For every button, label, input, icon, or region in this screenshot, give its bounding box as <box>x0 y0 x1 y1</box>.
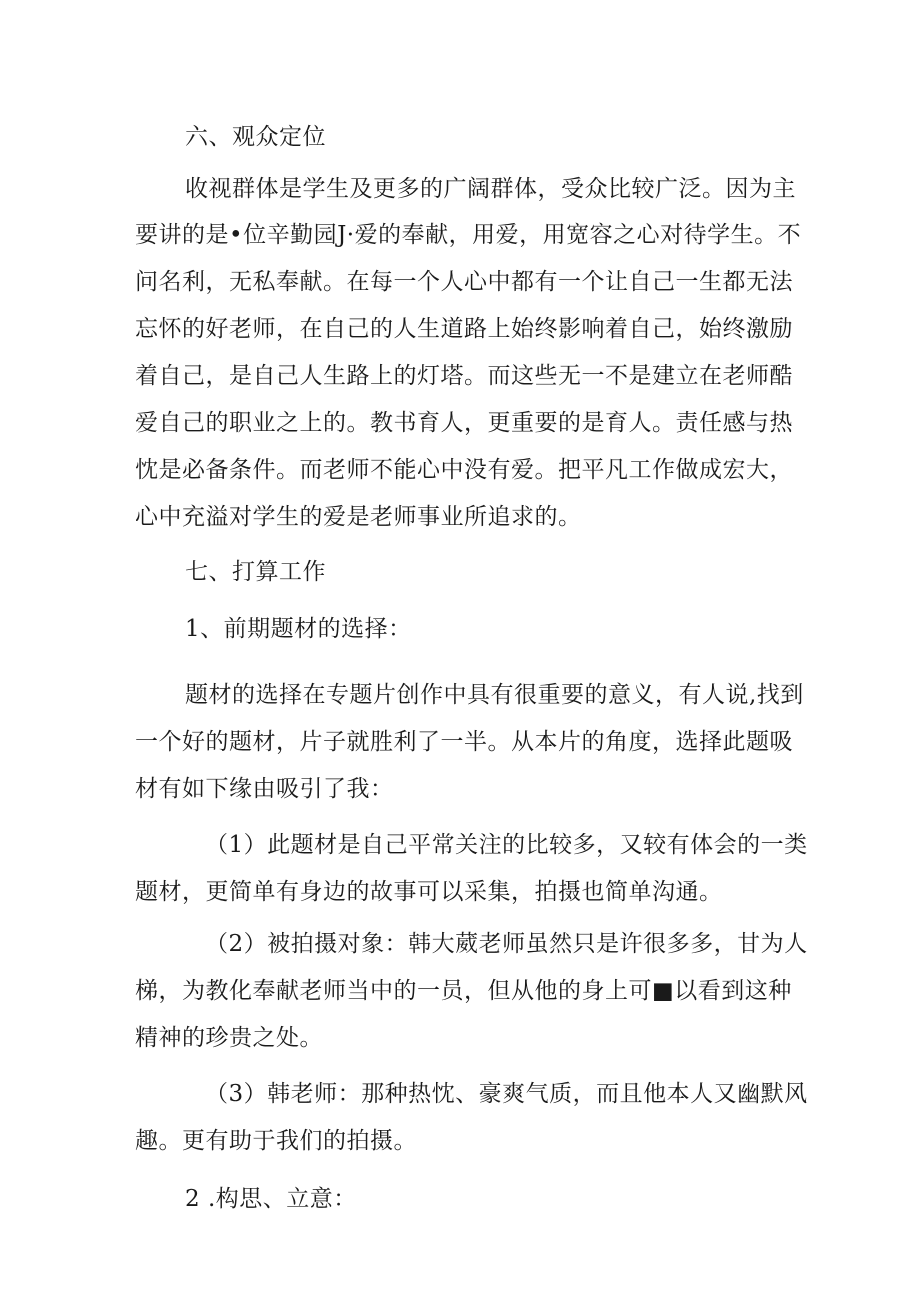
list-item-2-line: 梯，为教化奉献老师当中的一员，但从他的身上可■以看到这种 <box>135 978 792 1004</box>
paragraph-line: 一个好的题材，片子就胜利了一半。从本片的角度，选择此题吸 <box>135 729 793 755</box>
paragraph-line: 问名利，无私奉献。在每一个人心中都有一个让自己一生都无法 <box>135 269 793 295</box>
list-item-2-line: 精神的珍贵之处。 <box>135 1025 323 1051</box>
subheading-concept: 2 .构思、立意： <box>185 1186 357 1212</box>
paragraph-line: 心中充溢对学生的爱是老师事业所追求的。 <box>135 504 582 530</box>
paragraph-line: 着自己，是自己人生路上的灯塔。而这些无一不是建立在老师酷 <box>135 363 793 389</box>
section-heading-audience: 六、观众定位 <box>185 124 326 150</box>
list-item-1-line: （1）此题材是自己平常关注的比较多，又较有体会的一类 <box>205 832 808 858</box>
section-heading-preparation: 七、打算工作 <box>185 559 326 585</box>
paragraph-line: 要讲的是•位辛勤园J·爱的奉献，用爱，用宽容之心对待学生。不 <box>135 222 802 248</box>
list-item-1-line: 题材，更简单有身边的故事可以采集，拍摄也简单沟通。 <box>135 879 723 905</box>
subheading-topic-selection: 1、前期题材的选择： <box>185 616 412 642</box>
paragraph-line: 题材的选择在专题片创作中具有很重要的意义，有人说,找到 <box>185 682 804 708</box>
paragraph-line: 收视群体是学生及更多的广阔群体，受众比较广泛。因为主 <box>185 176 796 202</box>
list-item-3-line: 趣。更有助于我们的拍摄。 <box>135 1128 417 1154</box>
list-item-3-line: （3）韩老师：那种热忱、豪爽气质，而且他本人又幽默风 <box>205 1081 808 1107</box>
paragraph-line: 爱自己的职业之上的。教书育人，更重要的是育人。责任感与热 <box>135 410 793 436</box>
paragraph-line: 忘怀的好老师，在自己的人生道路上始终影响着自己，始终激励 <box>135 316 793 342</box>
list-item-2-line: （2）被拍摄对象：韩大葳老师虽然只是许很多多，甘为人 <box>205 931 808 957</box>
paragraph-line: 材有如下缘由吸引了我： <box>135 776 394 802</box>
paragraph-line: 忱是必备条件。而老师不能心中没有爱。把平凡工作做成宏大， <box>135 457 793 483</box>
